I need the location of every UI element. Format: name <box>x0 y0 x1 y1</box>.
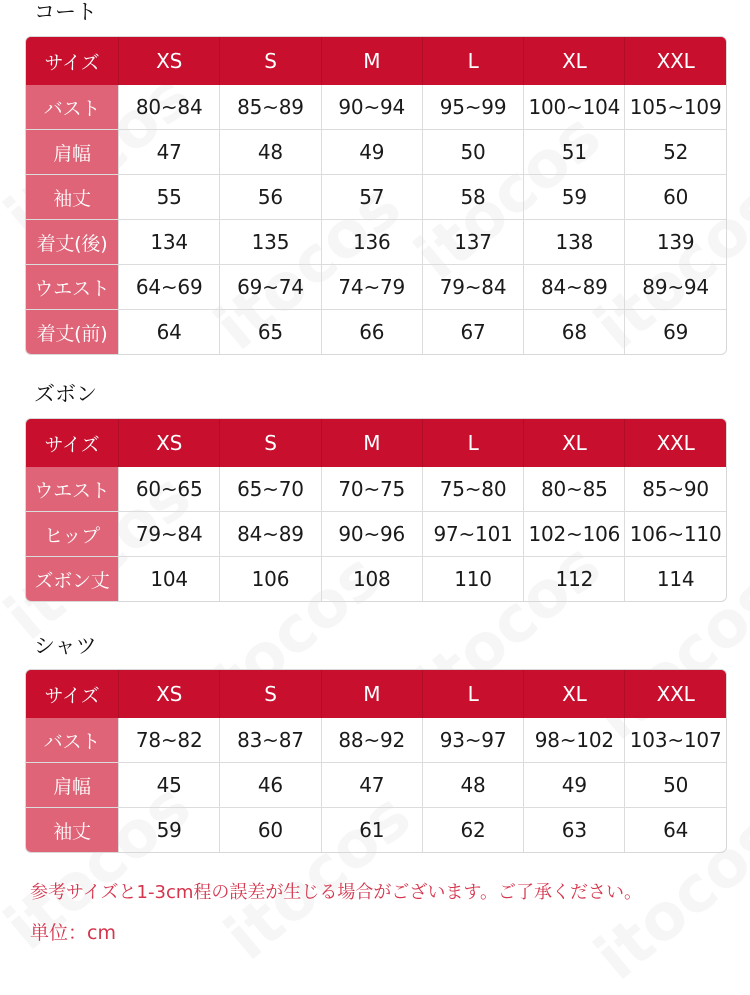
table-cell: 69~74 <box>219 265 320 309</box>
table-header-row <box>26 670 726 718</box>
table-cell: 98~102 <box>523 718 624 762</box>
table-cell: 90~96 <box>321 512 422 556</box>
header-cell: S <box>219 419 320 467</box>
table-cell: 134 <box>118 220 219 264</box>
table-cell: 106~110 <box>624 512 725 556</box>
table-cell: 59 <box>523 175 624 219</box>
header-cell: サイズ <box>26 670 118 718</box>
table-cell: 83~87 <box>219 718 320 762</box>
table-cell: 51 <box>523 130 624 174</box>
size-table-shirt <box>25 669 727 853</box>
table-cell: 70~75 <box>321 467 422 511</box>
header-cell: サイズ <box>26 419 118 467</box>
table-cell: 108 <box>321 557 422 601</box>
table-cell: 52 <box>624 130 725 174</box>
table-cell: 68 <box>523 310 624 354</box>
row-label: 肩幅 <box>26 763 118 807</box>
table-cell: 95~99 <box>422 85 523 129</box>
table-cell: 50 <box>624 763 725 807</box>
table-cell: 102~106 <box>523 512 624 556</box>
table-cell: 136 <box>321 220 422 264</box>
row-label: 袖丈 <box>26 175 118 219</box>
row-label: 着丈(後) <box>26 220 118 264</box>
table-cell: 64~69 <box>118 265 219 309</box>
table-cell: 104 <box>118 557 219 601</box>
table-row <box>26 129 726 174</box>
table-row <box>26 511 726 556</box>
header-cell: XL <box>523 37 624 85</box>
table-row <box>26 219 726 264</box>
table-cell: 74~79 <box>321 265 422 309</box>
table-cell: 84~89 <box>523 265 624 309</box>
size-table-pants <box>25 418 727 602</box>
header-cell: S <box>219 37 320 85</box>
row-label: 袖丈 <box>26 808 118 852</box>
table-cell: 97~101 <box>422 512 523 556</box>
table-row <box>26 718 726 762</box>
table-cell: 59 <box>118 808 219 852</box>
table-cell: 105~109 <box>624 85 725 129</box>
table-cell: 48 <box>219 130 320 174</box>
table-cell: 64 <box>118 310 219 354</box>
header-cell: サイズ <box>26 37 118 85</box>
row-label: 着丈(前) <box>26 310 118 354</box>
table-header-row <box>26 419 726 467</box>
section-title-shirt: シャツ <box>34 634 97 658</box>
table-cell: 62 <box>422 808 523 852</box>
table-cell: 78~82 <box>118 718 219 762</box>
table-cell: 60 <box>624 175 725 219</box>
table-cell: 139 <box>624 220 725 264</box>
unit-label: 単位：cm <box>30 922 116 944</box>
table-cell: 112 <box>523 557 624 601</box>
table-cell: 64 <box>624 808 725 852</box>
disclaimer-note: 参考サイズと1-3cm程の誤差が生じる場合がございます。ご了承ください。 <box>30 882 642 903</box>
table-cell: 69 <box>624 310 725 354</box>
table-cell: 55 <box>118 175 219 219</box>
table-cell: 80~85 <box>523 467 624 511</box>
size-table-coat <box>25 36 727 355</box>
table-cell: 100~104 <box>523 85 624 129</box>
section-title-pants: ズボン <box>34 382 97 406</box>
table-row <box>26 762 726 807</box>
table-cell: 138 <box>523 220 624 264</box>
table-row <box>26 264 726 309</box>
table-cell: 75~80 <box>422 467 523 511</box>
table-cell: 90~94 <box>321 85 422 129</box>
row-label: バスト <box>26 85 118 129</box>
header-cell: XS <box>118 37 219 85</box>
row-label: ウエスト <box>26 467 118 511</box>
table-cell: 84~89 <box>219 512 320 556</box>
table-cell: 60~65 <box>118 467 219 511</box>
row-label: ヒップ <box>26 512 118 556</box>
table-cell: 60 <box>219 808 320 852</box>
table-cell: 65~70 <box>219 467 320 511</box>
table-cell: 47 <box>118 130 219 174</box>
header-cell: XS <box>118 670 219 718</box>
table-cell: 47 <box>321 763 422 807</box>
header-cell: XXL <box>624 37 725 85</box>
table-cell: 57 <box>321 175 422 219</box>
table-cell: 50 <box>422 130 523 174</box>
header-cell: M <box>321 37 422 85</box>
table-cell: 49 <box>321 130 422 174</box>
header-cell: S <box>219 670 320 718</box>
table-cell: 110 <box>422 557 523 601</box>
table-row <box>26 174 726 219</box>
table-cell: 137 <box>422 220 523 264</box>
table-cell: 45 <box>118 763 219 807</box>
table-row <box>26 85 726 129</box>
table-cell: 61 <box>321 808 422 852</box>
table-cell: 89~94 <box>624 265 725 309</box>
header-cell: L <box>422 37 523 85</box>
table-cell: 135 <box>219 220 320 264</box>
header-cell: XL <box>523 670 624 718</box>
header-cell: XS <box>118 419 219 467</box>
table-row <box>26 309 726 354</box>
table-cell: 106 <box>219 557 320 601</box>
table-row <box>26 467 726 511</box>
table-cell: 79~84 <box>118 512 219 556</box>
table-cell: 93~97 <box>422 718 523 762</box>
header-cell: XL <box>523 419 624 467</box>
row-label: 肩幅 <box>26 130 118 174</box>
header-cell: XXL <box>624 419 725 467</box>
table-cell: 46 <box>219 763 320 807</box>
table-cell: 114 <box>624 557 725 601</box>
table-cell: 58 <box>422 175 523 219</box>
header-cell: M <box>321 419 422 467</box>
header-cell: L <box>422 670 523 718</box>
table-cell: 85~90 <box>624 467 725 511</box>
table-header-row <box>26 37 726 85</box>
row-label: ウエスト <box>26 265 118 309</box>
table-cell: 49 <box>523 763 624 807</box>
table-cell: 103~107 <box>624 718 725 762</box>
table-cell: 56 <box>219 175 320 219</box>
row-label: ズボン丈 <box>26 557 118 601</box>
row-label: バスト <box>26 718 118 762</box>
table-cell: 88~92 <box>321 718 422 762</box>
table-cell: 80~84 <box>118 85 219 129</box>
table-row <box>26 556 726 601</box>
header-cell: L <box>422 419 523 467</box>
table-cell: 79~84 <box>422 265 523 309</box>
section-title-coat: コート <box>34 0 97 24</box>
table-cell: 65 <box>219 310 320 354</box>
header-cell: M <box>321 670 422 718</box>
table-row <box>26 807 726 852</box>
table-cell: 85~89 <box>219 85 320 129</box>
table-cell: 66 <box>321 310 422 354</box>
table-cell: 67 <box>422 310 523 354</box>
header-cell: XXL <box>624 670 725 718</box>
table-cell: 48 <box>422 763 523 807</box>
table-cell: 63 <box>523 808 624 852</box>
